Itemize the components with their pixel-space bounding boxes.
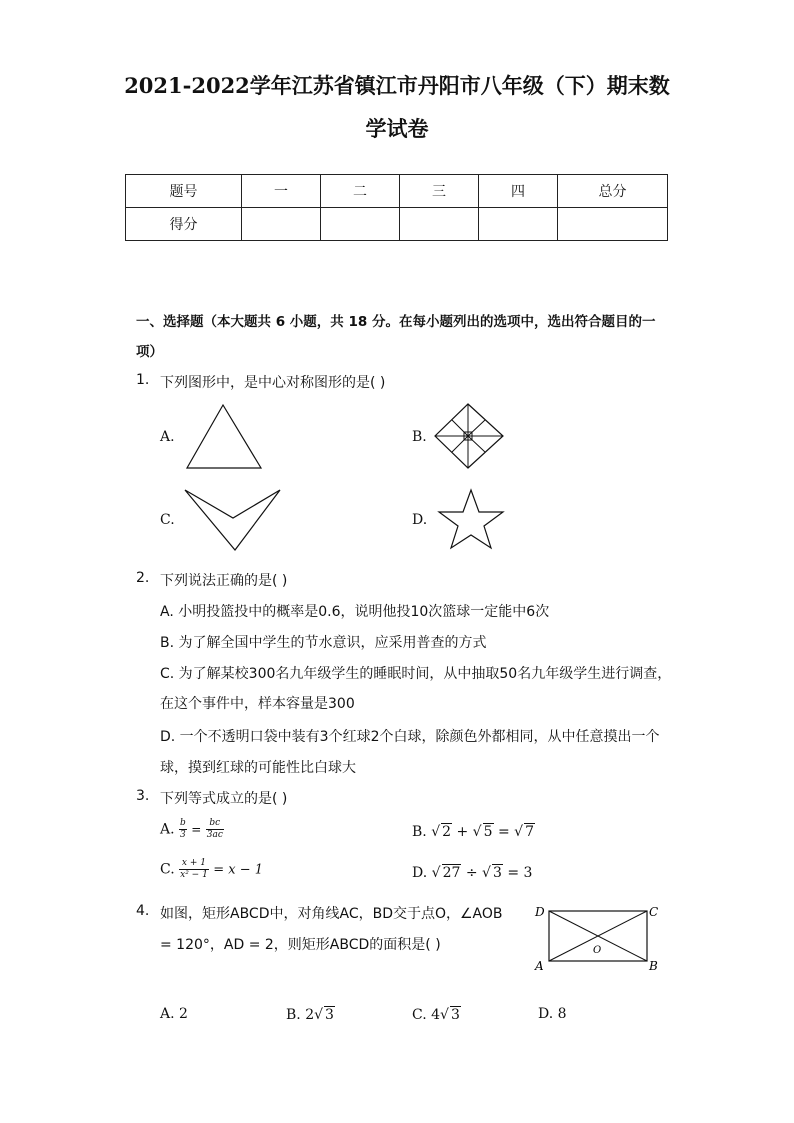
option-c-continued: 在这个事件中，样本容量是300 xyxy=(160,696,355,712)
fraction xyxy=(179,858,209,881)
denominator: 3ac xyxy=(206,830,223,840)
pinwheel-line xyxy=(452,404,468,436)
option-d: D. 8 xyxy=(538,1006,567,1022)
denominator: 3 xyxy=(180,830,186,840)
table-cell: 四 xyxy=(479,175,558,208)
option-c xyxy=(160,858,263,881)
section-heading-line1: 一、选择题（本大题共 6 小题，共 18 分。在每小题列出的选项中，选出符合题目的一 xyxy=(136,314,656,330)
option-a xyxy=(160,818,224,841)
radicand: 2 xyxy=(442,824,452,840)
equals: = xyxy=(497,824,510,840)
option-label: C. xyxy=(160,861,175,878)
option-text: B. 2 xyxy=(286,1007,315,1023)
option-label: B. xyxy=(412,429,427,445)
option-label: A. xyxy=(160,821,175,838)
table-cell xyxy=(479,208,558,241)
table-row xyxy=(126,175,668,208)
table-cell: 二 xyxy=(321,175,400,208)
center-label-o: O xyxy=(593,945,602,956)
chevron-shape xyxy=(185,490,280,550)
table-row xyxy=(126,208,668,241)
star-figure xyxy=(437,488,509,554)
star-shape xyxy=(439,490,503,548)
option-label: D. xyxy=(412,512,428,528)
section-heading-line2: 项） xyxy=(136,344,163,360)
triangle-figure xyxy=(185,402,265,472)
question-stem: 下列说法正确的是( ) xyxy=(160,573,288,589)
rectangle-figure xyxy=(530,898,665,976)
radicand: 3 xyxy=(492,865,502,881)
numerator: b xyxy=(180,818,186,828)
fraction xyxy=(179,818,187,841)
option-label: A. xyxy=(160,429,175,445)
question-stem: 下列等式成立的是( ) xyxy=(160,791,288,807)
question-number: 2. xyxy=(136,570,150,586)
option-label: C. xyxy=(160,512,175,528)
table-cell: 一 xyxy=(242,175,321,208)
page-title-line2: 学试卷 xyxy=(365,116,429,141)
option-d: D. 一个不透明口袋中装有3个红球2个白球，除颜色外都相同，从中任意摸出一个 xyxy=(160,729,660,745)
table-cell xyxy=(321,208,400,241)
pinwheel-line xyxy=(468,420,503,436)
option-a: A. 小明投篮投中的概率是0.6，说明他投10次篮球一定能中6次 xyxy=(160,604,550,620)
option-b: B. 2√ 3 xyxy=(286,1007,334,1023)
radicand: 5 xyxy=(483,824,493,840)
option-a: A. 2 xyxy=(160,1006,188,1022)
radicand: 7 xyxy=(525,824,535,840)
question-text-line2: = 120°，AD = 2，则矩形ABCD的面积是( ) xyxy=(160,937,441,953)
option-b: B. √ 2 + √ 5 = √ 7 xyxy=(412,824,535,840)
vertex-label-c: C xyxy=(649,905,659,919)
option-d: D. √ 27 ÷ √ 3 = 3 xyxy=(412,865,533,881)
table-cell xyxy=(558,208,668,241)
pinwheel-line xyxy=(468,436,485,468)
question-text-line1: 如图，矩形ABCD中，对角线AC，BD交于点O，∠AOB xyxy=(160,906,503,922)
numerator: x + 1 xyxy=(179,858,209,870)
question-stem: 下列图形中，是中心对称图形的是( ) xyxy=(160,375,386,391)
numerator: bc xyxy=(206,818,224,830)
table-cell: 总分 xyxy=(558,175,668,208)
question-number: 1. xyxy=(136,372,150,388)
radicand: 27 xyxy=(442,865,461,881)
page-title-line1: 2021-2022学年江苏省镇江市丹阳市八年级（下）期末数 xyxy=(124,73,670,98)
table-cell xyxy=(400,208,479,241)
equals: = xyxy=(191,822,202,837)
plus: + xyxy=(456,824,469,840)
score-table xyxy=(125,174,668,241)
option-d-continued: 球，摸到红球的可能性比白球大 xyxy=(160,760,356,776)
option-c: C. 为了解某校300名九年级学生的睡眠时间，从中抽取50名九年级学生进行调查， xyxy=(160,666,672,682)
table-cell xyxy=(242,208,321,241)
question-number: 3. xyxy=(136,788,150,804)
vertex-label-d: D xyxy=(535,905,545,919)
pinwheel-figure xyxy=(435,402,507,472)
option-b: B. 为了解全国中学生的节水意识，应采用普查的方式 xyxy=(160,635,487,651)
table-cell: 得分 xyxy=(126,208,242,241)
right-hand-side: = x − 1 xyxy=(213,862,264,878)
fraction xyxy=(206,818,224,841)
pinwheel-line xyxy=(435,436,468,452)
option-label: D. xyxy=(412,865,428,881)
table-cell: 题号 xyxy=(126,175,242,208)
option-label: B. xyxy=(412,824,427,840)
option-c: C. 4√ 3 xyxy=(412,1007,460,1023)
table-cell: 三 xyxy=(400,175,479,208)
radicand: 3 xyxy=(325,1007,334,1023)
denominator: x² − 1 xyxy=(180,870,208,880)
vertex-label-b: B xyxy=(649,959,658,973)
triangle-shape xyxy=(187,405,261,468)
question-number: 4. xyxy=(136,903,150,919)
vertex-label-a: A xyxy=(535,959,544,973)
chevron-figure xyxy=(185,488,285,554)
radicand: 3 xyxy=(450,1007,460,1023)
divide: ÷ xyxy=(465,865,478,881)
option-text: C. 4 xyxy=(412,1007,441,1023)
right-hand-side: = 3 xyxy=(507,865,533,881)
